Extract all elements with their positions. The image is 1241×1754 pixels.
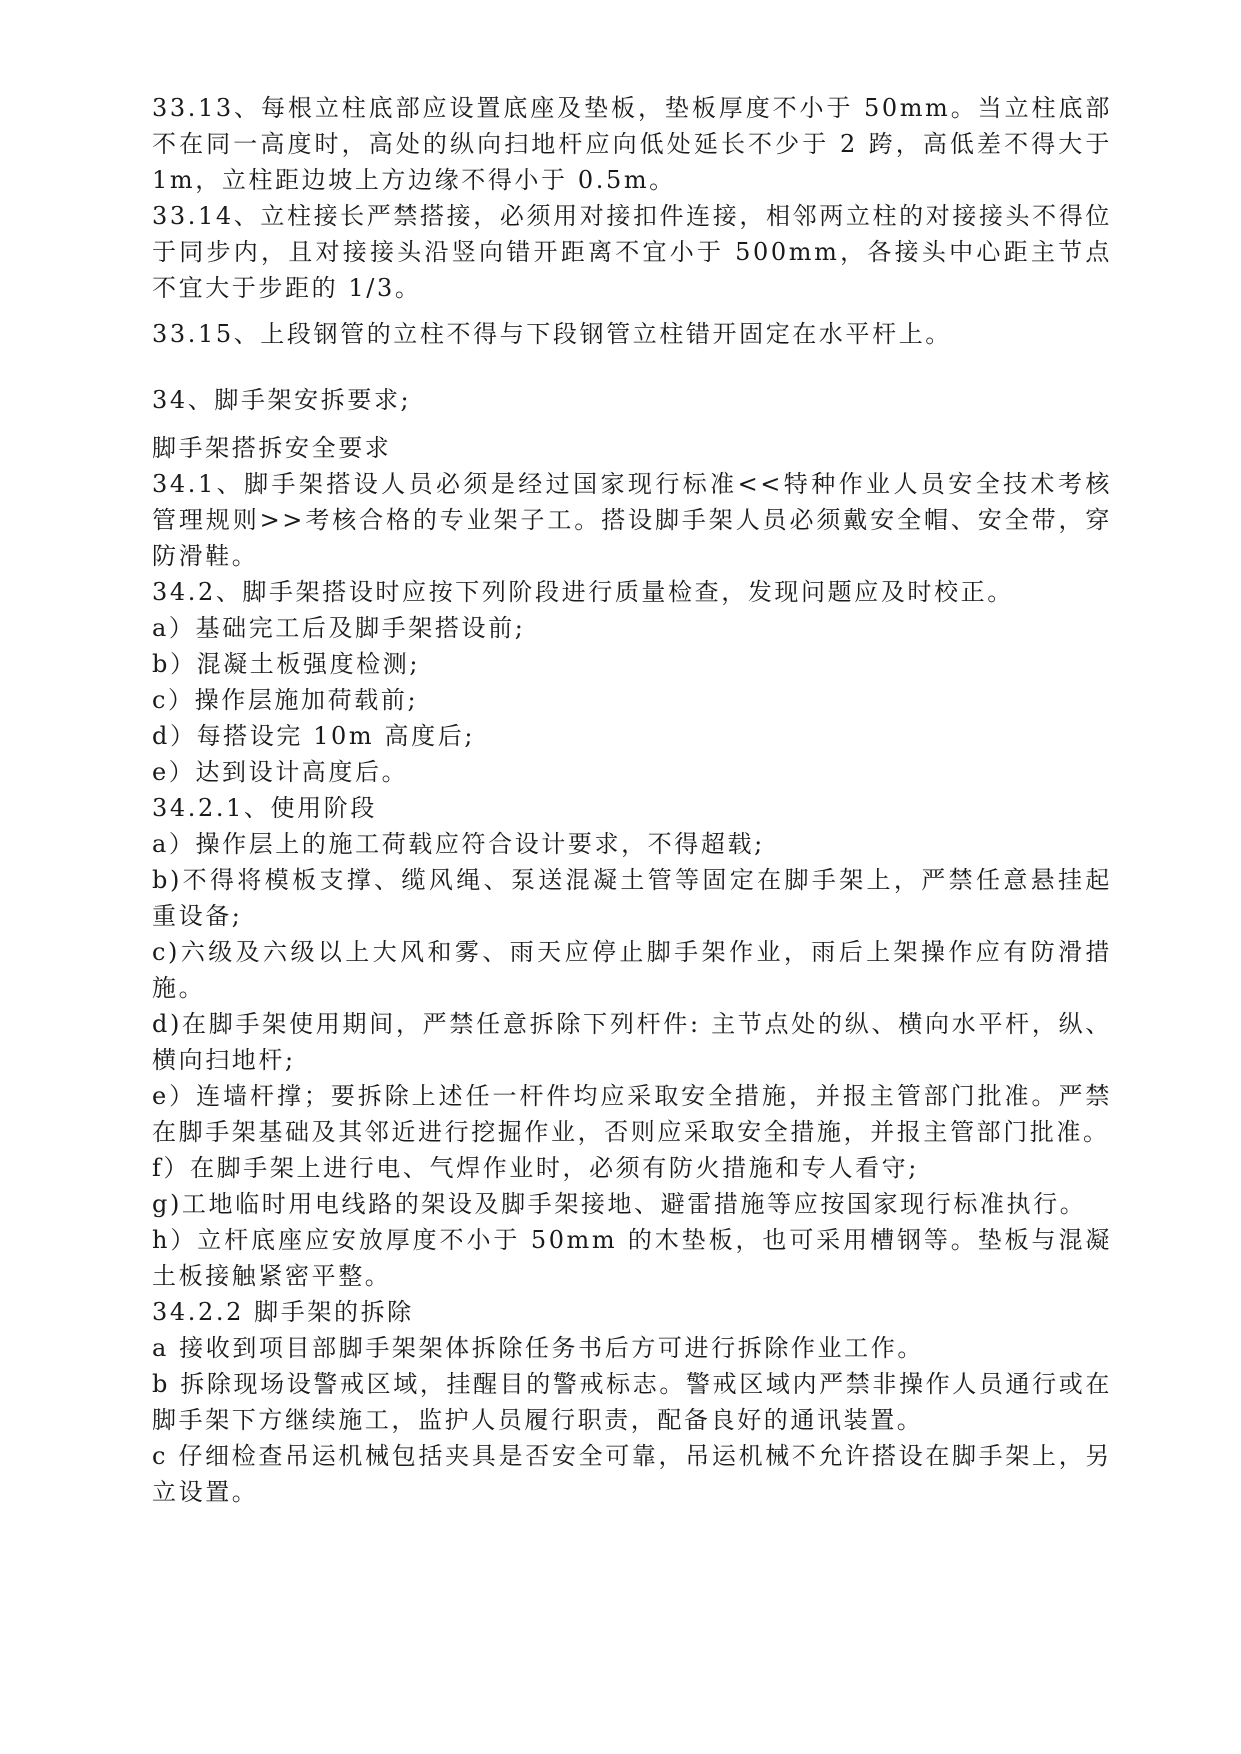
paragraph-33-15: 33.15、上段钢管的立柱不得与下段钢管立柱错开固定在水平杆上。 [152, 320, 952, 348]
paragraph-33-13: 33.13、每根立柱底部应设置底座及垫板，垫板厚度不小于 50mm。当立柱底部不在同一高度时，高处的纵向扫地杆应向低处延长不少于 2 跨，高低差不得大于 1m，立柱距边坡上方边缘不得小于 0.5m。 [152, 94, 1123, 194]
document-page [152, 90, 1123, 1510]
list-item-34-2-1-h: h）立杆底座应安放厚度不小于 50mm 的木垫板，也可采用槽钢等。垫板与混凝土板接触紧密平整。 [152, 1226, 1112, 1290]
paragraph-33-14: 33.14、立柱接长严禁搭接，必须用对接扣件连接，相邻两立柱的对接接头不得位于同步内，且对接接头沿竖向错开距离不宜小于 500mm，各接头中心距主节点不宜大于步距的 1/3。 [152, 202, 1112, 302]
list-item-34-2-2-b: b 拆除现场设警戒区域，挂醒目的警戒标志。警戒区域内严禁非操作人员通行或在脚手架下方继续施工，监护人员履行职责，配备良好的通讯装置。 [152, 1370, 1112, 1434]
list-item-34-2-1-a: a）操作层上的施工荷载应符合设计要求，不得超载; [152, 830, 765, 858]
list-item-34-2-e: e）达到设计高度后。 [152, 758, 409, 786]
list-item-34-2-2-c: c 仔细检查吊运机械包括夹具是否安全可靠，吊运机械不允许搭设在脚手架上，另立设置。 [152, 1442, 1112, 1506]
list-item-34-2-1-c: c)六级及六级以上大风和雾、雨天应停止脚手架作业，雨后上架操作应有防滑措施。 [152, 938, 1112, 1002]
list-item-34-2-2-a: a 接收到项目部脚手架架体拆除任务书后方可进行拆除作业工作。 [152, 1334, 924, 1362]
paragraph-34-2: 34.2、脚手架搭设时应按下列阶段进行质量检查，发现问题应及时校正。 [152, 578, 1014, 606]
subheading-34-2-1: 34.2.1、使用阶段 [152, 794, 377, 822]
subheading-34-2-2: 34.2.2 脚手架的拆除 [152, 1298, 414, 1326]
list-item-34-2-b: b）混凝土板强度检测; [152, 650, 421, 678]
list-item-34-2-1-d: d)在脚手架使用期间，严禁任意拆除下列杆件: 主节点处的纵、横向水平杆，纵、横向扫地杆; [152, 1010, 1112, 1074]
list-item-34-2-1-g: g)工地临时用电线路的架设及脚手架接地、避雷措施等应按国家现行标准执行。 [152, 1190, 1087, 1218]
section-heading-34: 34、脚手架安拆要求; [152, 386, 412, 414]
list-item-34-2-1-e: e）连墙杆撑；要拆除上述任一杆件均应采取安全措施，并报主管部门批准。严禁在脚手架基础及其邻近进行挖掘作业，否则应采取安全措施，并报主管部门批准。 [152, 1082, 1112, 1146]
list-item-34-2-c: c）操作层施加荷载前; [152, 686, 419, 714]
list-item-34-2-a: a）基础完工后及脚手架搭设前; [152, 614, 526, 642]
paragraph-34-1: 34.1、脚手架搭设人员必须是经过国家现行标准<<特种作业人员安全技术考核管理规则>>考核合格的专业架子工。搭设脚手架人员必须戴安全帽、安全带，穿防滑鞋。 [152, 470, 1112, 570]
list-item-34-2-d: d）每搭设完 10m 高度后; [152, 722, 476, 750]
list-item-34-2-1-f: f）在脚手架上进行电、气焊作业时，必须有防火措施和专人看守; [152, 1154, 919, 1182]
list-item-34-2-1-b: b)不得将模板支撑、缆风绳、泵送混凝土管等固定在脚手架上，严禁任意悬挂起重设备; [152, 866, 1112, 930]
subheading-safety-requirements: 脚手架搭拆安全要求 [152, 434, 392, 462]
